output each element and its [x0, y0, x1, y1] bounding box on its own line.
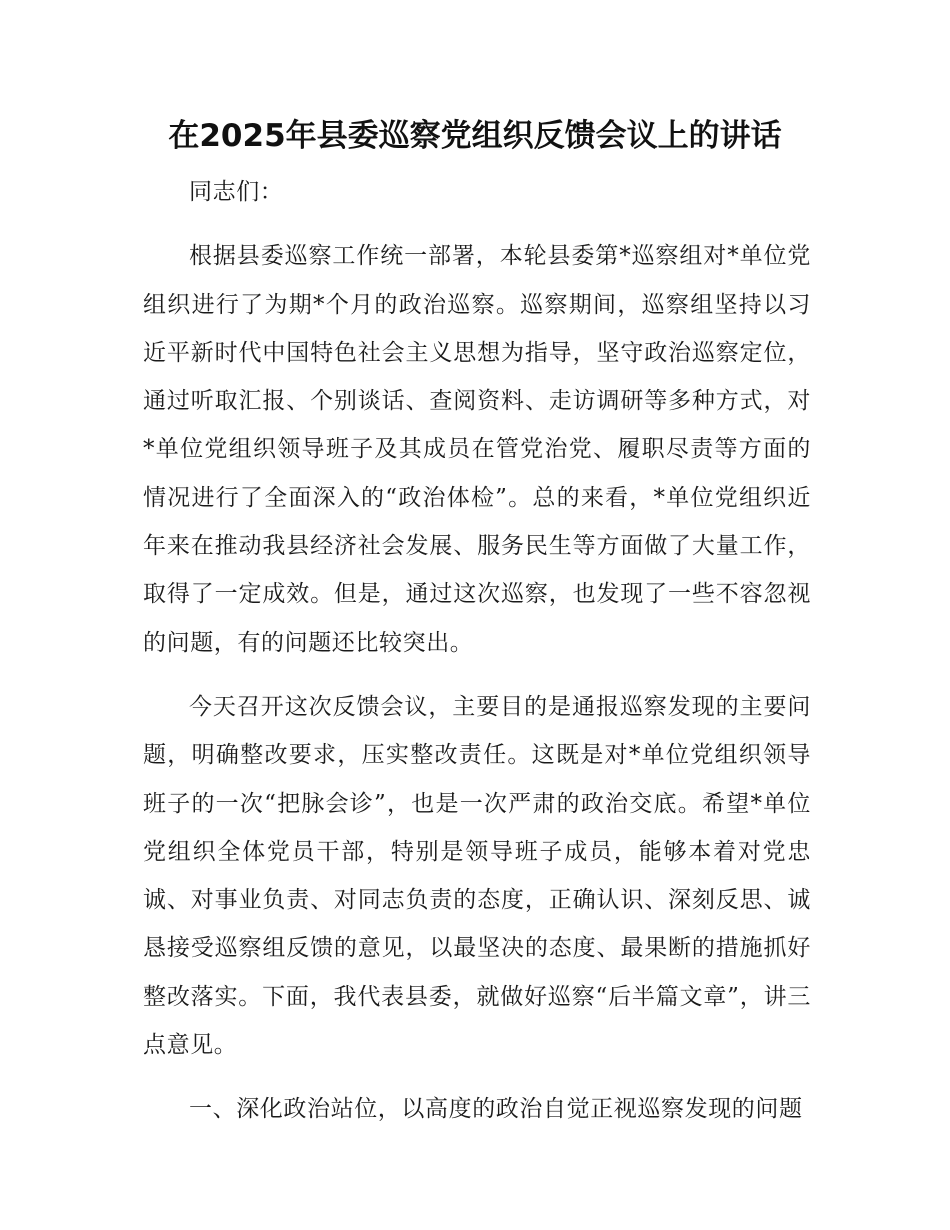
paragraph-intro: 根据县委巡察工作统一部署，本轮县委第*巡察组对*单位党组织进行了为期*个月的政治巡察。巡察期间，巡察组坚持以习近平新时代中国特色社会主义思想为指导，坚守政治巡察定位，通过听取汇报、个别谈话、查阅资料、走访调研等多种方式，对*单位党组织领导班子及其成员在管党治党、履职尽责等方面的情况进行了全面深入的“政治体检”。总的来看，*单位党组织近年来在推动我县经济社会发展、服务民生等方面做了大量工作，取得了一定成效。但是，通过这次巡察，也发现了一些不容忽视的问题，有的问题还比较突出。 — [143, 243, 811, 656]
section-heading-1: 一、深化政治站位，以高度的政治自觉正视巡察发现的问题 — [189, 1096, 803, 1123]
document-body — [143, 168, 811, 1134]
document-title: 在2025年县委巡察党组织反馈会议上的讲话 — [168, 118, 782, 154]
paragraph-purpose: 今天召开这次反馈会议，主要目的是通报巡察发现的主要问题，明确整改要求，压实整改责任。这既是对*单位党组织领导班子的一次“把脉会诊”，也是一次严肃的政治交底。希望*单位党组织全体党员干部，特别是领导班子成员，能够本着对党忠诚、对事业负责、对同志负责的态度，正确认识、深刻反思、诚恳接受巡察组反馈的意见，以最坚决的态度、最果断的措施抓好整改落实。下面，我代表县委，就做好巡察“后半篇文章”，讲三点意见。 — [143, 693, 811, 1059]
salutation: 同志们： — [189, 179, 284, 205]
